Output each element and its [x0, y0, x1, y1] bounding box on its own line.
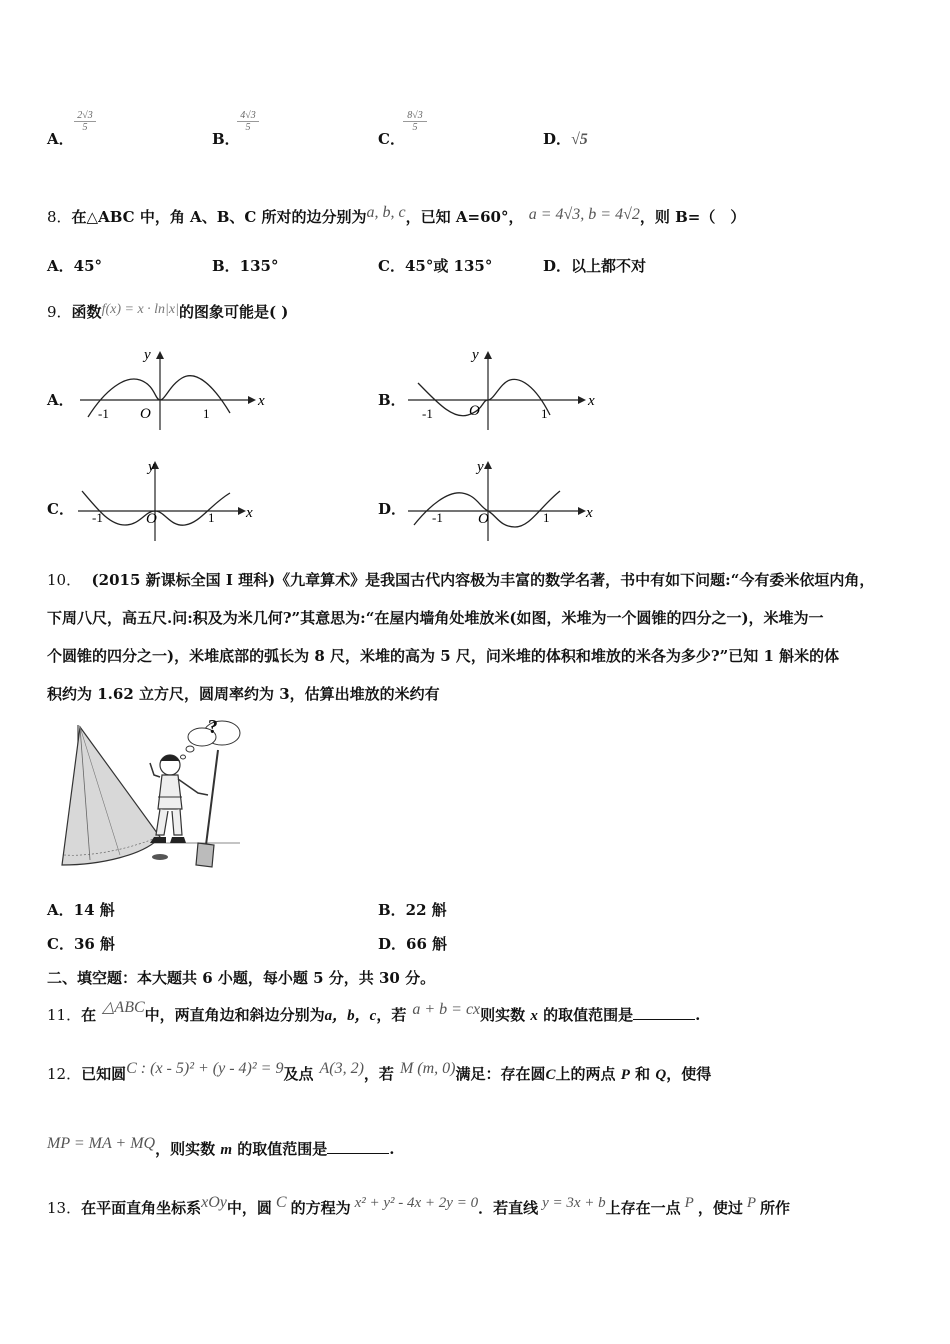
q8-option-c[interactable]: C．45°或 135°: [378, 257, 493, 275]
tick-neg-one: -1: [432, 510, 443, 525]
answer-blank[interactable]: [327, 1139, 389, 1154]
q7-option-c[interactable]: C．: [378, 130, 405, 148]
q10-option-c[interactable]: C．36 斛: [47, 935, 116, 953]
q9-option-b[interactable]: B．: [378, 391, 406, 409]
tick-pos-one: 1: [543, 510, 550, 525]
q10-line-2: 下周八尺，高五尺.问:积及为米几何?”其意思为:“在屋内墙角处堆放米(如图，米堆为一个圆锥的四分之一)，米堆为一: [47, 609, 824, 627]
question-mark-icon: ?: [208, 716, 218, 738]
q12-stem-line-2: MP = MA + MQ，则实数 m 的取值范围是 .: [47, 1135, 395, 1158]
rice-pile-illustration: [50, 705, 250, 875]
q9-option-c[interactable]: C．: [47, 500, 74, 518]
q8-stem: 8．在△ABC 中，角 A、B、C 所对的边分别为a, b, c，已知 A=60°， a = 4√3, b = 4√2，则 B=（ ）: [47, 204, 746, 226]
q12-stem-line-1: 12．已知圆C : (x - 5)² + (y - 4)² = 9及点 A(3, 2)，若 M (m, 0)满足：存在圆C上的两点 P 和 Q，使得: [47, 1060, 712, 1083]
q7-option-a[interactable]: A．: [47, 130, 74, 148]
q7-option-b-fraction: 4√3 5: [237, 110, 259, 133]
origin-label: O: [140, 406, 151, 422]
q9-graph-a[interactable]: [70, 345, 270, 435]
q9-graph-c[interactable]: [70, 455, 270, 545]
q7-option-c-fraction: 8√3 5: [403, 110, 427, 133]
tick-neg-one: -1: [98, 406, 109, 421]
axis-y-label: y: [477, 459, 484, 475]
q8-option-d[interactable]: D．以上都不对: [543, 257, 647, 275]
q9-stem: 9．函数f(x) = x · ln|x|的图象可能是( ): [47, 302, 289, 321]
origin-label: O: [469, 403, 480, 419]
axis-x-label: x: [258, 393, 265, 409]
q7-option-b[interactable]: B．: [212, 130, 240, 148]
axis-y-label: y: [144, 347, 151, 363]
tick-pos-one: 1: [208, 510, 215, 525]
axis-y-label: y: [472, 347, 479, 363]
q8-option-a[interactable]: A．45°: [47, 257, 103, 275]
q13-stem: 13．在平面直角坐标系xOy中，圆 C 的方程为 x² + y² - 4x + 2y = 0．若直线 y = 3x + b上存在一点 P ，使过 P 所作: [47, 1194, 791, 1217]
tick-pos-one: 1: [541, 406, 548, 421]
q10-line-4: 积约为 1.62 立方尺，圆周率约为 3，估算出堆放的米约有: [47, 685, 440, 703]
q10-stem: [47, 561, 907, 713]
section-heading-fill-in: 二、填空题：本大题共 6 小题，每小题 5 分，共 30 分。: [47, 969, 436, 987]
tick-neg-one: -1: [422, 406, 433, 421]
q10-option-a[interactable]: A．14 斛: [47, 901, 115, 919]
tick-pos-one: 1: [203, 406, 210, 421]
q9-option-a[interactable]: A．: [47, 391, 74, 409]
q10-line-3: 个圆锥的四分之一)，米堆底部的弧长为 8 尺，米堆的高为 5 尺，问米堆的体积和堆放的米各为多少?”已知 1 斛米的体: [47, 647, 840, 665]
q10-line-1: 10． (2015 新课标全国 I 理科)《九章算术》是我国古代内容极为丰富的数学名著，书中有如下问题:“今有委米依垣内角，: [47, 571, 875, 589]
axis-x-label: x: [588, 393, 595, 409]
q7-option-a-fraction: 2√3 5: [74, 110, 96, 133]
axis-x-label: x: [246, 505, 253, 521]
q8-option-b[interactable]: B．135°: [212, 257, 279, 275]
origin-label: O: [146, 511, 157, 527]
tick-neg-one: -1: [92, 510, 103, 525]
q9-option-d[interactable]: D．: [378, 500, 407, 518]
axis-x-label: x: [586, 505, 593, 521]
answer-blank[interactable]: [633, 1005, 695, 1020]
q9-graph-d[interactable]: [400, 455, 600, 545]
q10-option-b[interactable]: B．22 斛: [378, 901, 447, 919]
axis-y-label: y: [148, 459, 155, 475]
q11-stem: 11．在 △ABC中，两直角边和斜边分别为a，b，c，若 a + b = cx则实数 x 的取值范围是 .: [47, 999, 701, 1024]
q9-graph-b[interactable]: [400, 345, 600, 435]
q10-option-d[interactable]: D．66 斛: [378, 935, 448, 953]
origin-label: O: [478, 511, 489, 527]
q7-option-d[interactable]: D．√5: [543, 130, 588, 148]
